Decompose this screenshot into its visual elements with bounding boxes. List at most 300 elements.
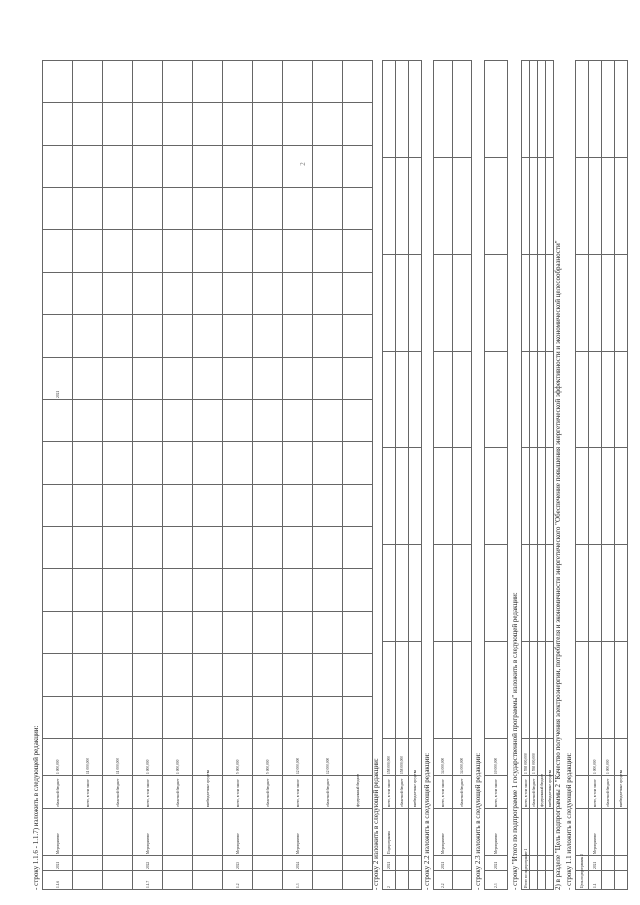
table-cell: [409, 351, 422, 448]
table-cell: [223, 315, 253, 357]
table-cell: [530, 871, 538, 890]
table-cell: [223, 61, 253, 103]
table-cell: [615, 809, 628, 856]
table-cell: [43, 654, 73, 696]
table-cell: [73, 103, 103, 145]
table-cell: [253, 527, 283, 569]
table-cell: [223, 442, 253, 484]
table-cell: [453, 809, 472, 856]
table-cell: [193, 809, 223, 856]
table-cell: [253, 272, 283, 314]
table-cell: [253, 696, 283, 738]
table-cell: [193, 871, 223, 890]
table-cell: [253, 400, 283, 442]
table-cell: [589, 254, 602, 351]
table-cell: [133, 442, 163, 484]
table-cell: [343, 654, 373, 696]
table-cell: [538, 856, 546, 871]
table-cell: [313, 400, 343, 442]
table-cell: федеральный бюджет: [343, 776, 373, 809]
table-cell: [43, 527, 73, 569]
data-table: [382, 60, 422, 890]
table-cell: [313, 315, 343, 357]
table-cell: [253, 856, 283, 871]
table-cell: [343, 856, 373, 871]
table-cell: [522, 254, 530, 351]
table-cell: [530, 254, 538, 351]
table-cell: [396, 448, 409, 545]
table-cell: [193, 856, 223, 871]
table-cell: [409, 871, 422, 890]
table-cell: [43, 188, 73, 230]
table-cell: областной бюджет: [103, 776, 133, 809]
table-cell: [163, 654, 193, 696]
table-cell: [313, 272, 343, 314]
table-cell: [602, 254, 615, 351]
table-cell: [409, 642, 422, 739]
table-cell: 11 000,000: [103, 739, 133, 776]
table-cell: [43, 696, 73, 738]
table-cell: [409, 448, 422, 545]
table-cell: областной бюджет: [253, 776, 283, 809]
table-cell: [253, 188, 283, 230]
table-cell: [602, 157, 615, 254]
landscape-document: [30, 50, 630, 900]
table-cell: [576, 545, 589, 642]
table-cell: [383, 61, 396, 158]
table-cell: [546, 642, 554, 739]
data-table: [484, 60, 508, 890]
table-cell: [283, 230, 313, 272]
table-row: [530, 61, 538, 890]
table-cell: [485, 351, 508, 448]
table-cell: [383, 545, 396, 642]
table-cell: [589, 351, 602, 448]
table-cell: [615, 545, 628, 642]
table-cell: [103, 809, 133, 856]
table-cell: [615, 448, 628, 545]
table-cell: [163, 569, 193, 611]
table-cell: [73, 145, 103, 187]
table-cell: [283, 272, 313, 314]
table-cell: [485, 254, 508, 351]
table-cell: [103, 400, 133, 442]
table-cell: [576, 642, 589, 739]
table-row: [546, 61, 554, 890]
table-cell: [602, 856, 615, 871]
table-cell: [313, 357, 343, 399]
table-cell: [43, 484, 73, 526]
table-cell: [163, 484, 193, 526]
table-cell: [453, 871, 472, 890]
table-row: [538, 61, 546, 890]
table-cell: [453, 157, 472, 254]
table-cell: [343, 103, 373, 145]
table-cell: [453, 545, 472, 642]
instruction-line: - строку 2.3 изложить в следующей редакции:: [474, 752, 482, 890]
table-cell: всего, в том числе: [485, 776, 508, 809]
table-cell: [313, 871, 343, 890]
table-cell: [343, 871, 373, 890]
table-cell: Мероприятие: [589, 809, 602, 856]
table-cell: [343, 527, 373, 569]
table-cell: [343, 809, 373, 856]
table-cell: [223, 484, 253, 526]
table-cell: [313, 856, 343, 871]
table-cell: [383, 642, 396, 739]
table-cell: [73, 569, 103, 611]
table-cell: [313, 442, 343, 484]
table-cell: 1.3: [283, 871, 313, 890]
table-cell: [530, 545, 538, 642]
table-cell: [43, 569, 73, 611]
table-cell: [434, 351, 453, 448]
table-cell: [163, 145, 193, 187]
table-cell: областной бюджет: [530, 776, 538, 809]
table-cell: [163, 400, 193, 442]
table-cell: [313, 61, 343, 103]
table-cell: [73, 654, 103, 696]
table-cell: [453, 642, 472, 739]
table-cell: [133, 527, 163, 569]
table-cell: [343, 484, 373, 526]
table-cell: [589, 545, 602, 642]
table-cell: [576, 61, 589, 158]
table-cell: 2021: [383, 856, 396, 871]
instruction-line: - строку 2 изложить в следующей редакции:: [372, 758, 380, 890]
table-cell: [409, 545, 422, 642]
table-row: [602, 61, 615, 890]
table-cell: [343, 61, 373, 103]
table-cell: [383, 448, 396, 545]
table-cell: [133, 145, 163, 187]
table-cell: [313, 103, 343, 145]
table-cell: [193, 145, 223, 187]
table-cell: [163, 315, 193, 357]
table-cell: [615, 642, 628, 739]
table-cell: [343, 569, 373, 611]
table-cell: [73, 527, 103, 569]
table-cell: [576, 157, 589, 254]
table-cell: [73, 61, 103, 103]
table-cell: [193, 357, 223, 399]
table-cell: [409, 157, 422, 254]
table-cell: [253, 484, 283, 526]
table-cell: [73, 871, 103, 890]
table-cell: 1 000,000: [133, 739, 163, 776]
table-cell: [103, 696, 133, 738]
table-cell: 1 000,000: [43, 739, 73, 776]
table-cell: [223, 357, 253, 399]
table-cell: 1.2: [223, 871, 253, 890]
table-cell: [602, 809, 615, 856]
table-cell: [283, 527, 313, 569]
table-cell: [283, 188, 313, 230]
table-cell: [73, 315, 103, 357]
table-cell: [343, 272, 373, 314]
table-cell: [453, 351, 472, 448]
table-cell: [343, 400, 373, 442]
table-row: [103, 61, 133, 890]
table-cell: [546, 351, 554, 448]
table-cell: [396, 61, 409, 158]
table-cell: [103, 569, 133, 611]
table-cell: [193, 527, 223, 569]
data-table: [433, 60, 472, 890]
table-cell: [396, 809, 409, 856]
table-cell: [193, 484, 223, 526]
table-cell: [73, 357, 103, 399]
table-cell: [546, 157, 554, 254]
table-cell: [133, 103, 163, 145]
table-cell: [396, 545, 409, 642]
table-cell: [133, 272, 163, 314]
table-cell: [43, 611, 73, 653]
table-cell: [313, 484, 343, 526]
table-cell: [343, 739, 373, 776]
table-cell: [103, 442, 133, 484]
table-cell: [283, 103, 313, 145]
table-cell: [522, 157, 530, 254]
table-cell: [530, 856, 538, 871]
table-cell: [253, 230, 283, 272]
table-cell: всего, в том числе: [133, 776, 163, 809]
table-cell: 2023: [223, 856, 253, 871]
table-cell: [602, 545, 615, 642]
table-cell: [546, 61, 554, 158]
table-row: [522, 61, 530, 890]
table-row: [163, 61, 193, 890]
table-cell: [615, 856, 628, 871]
table-row: [133, 61, 163, 890]
table-cell: [253, 442, 283, 484]
table-cell: [546, 856, 554, 871]
table-cell: [343, 442, 373, 484]
table-row: [313, 61, 343, 890]
table-cell: всего, в том числе: [73, 776, 103, 809]
table-cell: [103, 527, 133, 569]
table-cell: [103, 188, 133, 230]
table-cell: [485, 545, 508, 642]
table-cell: [546, 448, 554, 545]
table-row: [485, 61, 508, 890]
table-cell: 158 000,000: [396, 739, 409, 776]
table-cell: [253, 871, 283, 890]
table-cell: [253, 654, 283, 696]
table-cell: 1.1.6: [43, 871, 73, 890]
table-cell: [546, 254, 554, 351]
table-cell: всего, в том числе: [283, 776, 313, 809]
table-cell: [283, 400, 313, 442]
table-row: [73, 61, 103, 890]
table-cell: [434, 642, 453, 739]
table-cell: областной бюджет: [43, 776, 73, 809]
table-cell: [223, 654, 253, 696]
table-cell: [133, 61, 163, 103]
table-cell: 1 000,000: [589, 739, 602, 776]
table-cell: [73, 809, 103, 856]
table-cell: внебюджетные средства: [615, 776, 628, 809]
table-cell: 2.3: [485, 871, 508, 890]
table-cell: [538, 448, 546, 545]
table-cell: [163, 103, 193, 145]
table-cell: [133, 188, 163, 230]
table-cell: [530, 351, 538, 448]
table-cell: [576, 739, 589, 776]
table-cell: [538, 254, 546, 351]
table-cell: [576, 448, 589, 545]
table-cell: [253, 61, 283, 103]
table-row: [383, 61, 396, 890]
table-cell: [396, 856, 409, 871]
table-cell: [396, 351, 409, 448]
table-row: [223, 61, 253, 890]
table-cell: [283, 357, 313, 399]
table-cell: [383, 351, 396, 448]
table-cell: [313, 809, 343, 856]
instruction-line: - строку 2.2 изложить в следующей редакции:: [423, 752, 431, 890]
table-cell: [396, 254, 409, 351]
table-cell: 5 000,000: [223, 739, 253, 776]
table-cell: [538, 809, 546, 856]
table-cell: [409, 809, 422, 856]
table-cell: Мероприятие: [485, 809, 508, 856]
table-cell: [615, 871, 628, 890]
table-cell: [163, 357, 193, 399]
table-cell: [538, 351, 546, 448]
table-cell: [133, 357, 163, 399]
table-cell: 2.2: [434, 871, 453, 890]
table-cell: 2022: [133, 856, 163, 871]
table-row: [615, 61, 628, 890]
table-cell: [434, 61, 453, 158]
table-cell: 2021: [485, 856, 508, 871]
table-cell: [522, 351, 530, 448]
table-cell: [434, 545, 453, 642]
table-cell: [223, 103, 253, 145]
table-row: [589, 61, 602, 890]
table-cell: 158 000,000: [383, 739, 396, 776]
table-cell: [163, 442, 193, 484]
table-cell: всего, в том числе: [434, 776, 453, 809]
table-cell: 1 000,000: [602, 739, 615, 776]
table-cell: [133, 484, 163, 526]
table-cell: Цель подпрограммы 2: [576, 871, 589, 890]
table-cell: [313, 527, 343, 569]
table-cell: [343, 188, 373, 230]
table-cell: [313, 611, 343, 653]
table-cell: [615, 254, 628, 351]
table-cell: [576, 776, 589, 809]
table-cell: [103, 230, 133, 272]
table-cell: [589, 448, 602, 545]
table-cell: [313, 188, 343, 230]
instruction-line: - строку "Итого по подпрограмме 1 государственной программы" изложить в следующей редакции:: [511, 592, 519, 890]
table-cell: [538, 61, 546, 158]
table-cell: [133, 315, 163, 357]
table-cell: [133, 654, 163, 696]
table-cell: [546, 545, 554, 642]
table-cell: [103, 61, 133, 103]
table-cell: [43, 61, 73, 103]
instruction-line: - строку 1.1 изложить в следующей редакции:: [565, 752, 573, 890]
table-cell: 5 000,000: [253, 739, 283, 776]
table-row: [253, 61, 283, 890]
table-cell: 1.1: [589, 871, 602, 890]
table-row: [576, 61, 589, 890]
table-cell: [223, 569, 253, 611]
table-cell: [409, 254, 422, 351]
table-cell: Мероприятие: [43, 809, 73, 856]
table-cell: [538, 642, 546, 739]
table-cell: [103, 315, 133, 357]
table-cell: [253, 569, 283, 611]
table-cell: [522, 61, 530, 158]
table-cell: [283, 569, 313, 611]
table-cell: [73, 484, 103, 526]
table-cell: 1 558 000,000: [522, 739, 530, 776]
data-table: [42, 60, 373, 890]
table-cell: [43, 103, 73, 145]
table-cell: [589, 642, 602, 739]
table-cell: [193, 696, 223, 738]
table-cell: внебюджетные средства: [193, 776, 223, 809]
table-cell: областной бюджет: [453, 776, 472, 809]
table-cell: [223, 527, 253, 569]
table-cell: [133, 611, 163, 653]
table-cell: [283, 696, 313, 738]
table-cell: [343, 696, 373, 738]
table-cell: [343, 357, 373, 399]
table-cell: [530, 157, 538, 254]
table-cell: [163, 611, 193, 653]
table-cell: [602, 448, 615, 545]
table-cell: [313, 569, 343, 611]
table-cell: [576, 254, 589, 351]
table-cell: [383, 157, 396, 254]
table-cell: [602, 871, 615, 890]
table-cell: [103, 611, 133, 653]
table-cell: [253, 103, 283, 145]
table-cell: [43, 400, 73, 442]
table-cell: [163, 230, 193, 272]
table-cell: [253, 357, 283, 399]
table-cell: [453, 856, 472, 871]
table-cell: [576, 809, 589, 856]
table-cell: [522, 448, 530, 545]
table-cell: [383, 254, 396, 351]
table-cell: [453, 254, 472, 351]
table-cell: всего, в том числе: [383, 776, 396, 809]
table-cell: [253, 809, 283, 856]
table-cell: [615, 157, 628, 254]
table-cell: 10 000,000: [485, 739, 508, 776]
table-cell: [283, 611, 313, 653]
table-cell: [73, 230, 103, 272]
table-cell: [453, 448, 472, 545]
table-cell: [602, 351, 615, 448]
table-cell: [313, 654, 343, 696]
table-cell: [133, 230, 163, 272]
table-cell: Мероприятие: [434, 809, 453, 856]
table-cell: [103, 272, 133, 314]
table-cell: [313, 230, 343, 272]
instruction-line: - строку 1.1.6 - 1.1.7) изложить в следующей редакции:: [32, 725, 40, 890]
table-cell: областной бюджет: [313, 776, 343, 809]
table-row: [396, 61, 409, 890]
table-cell: 34 000,000: [434, 739, 453, 776]
table-cell: федеральный бюджет: [539, 773, 544, 807]
